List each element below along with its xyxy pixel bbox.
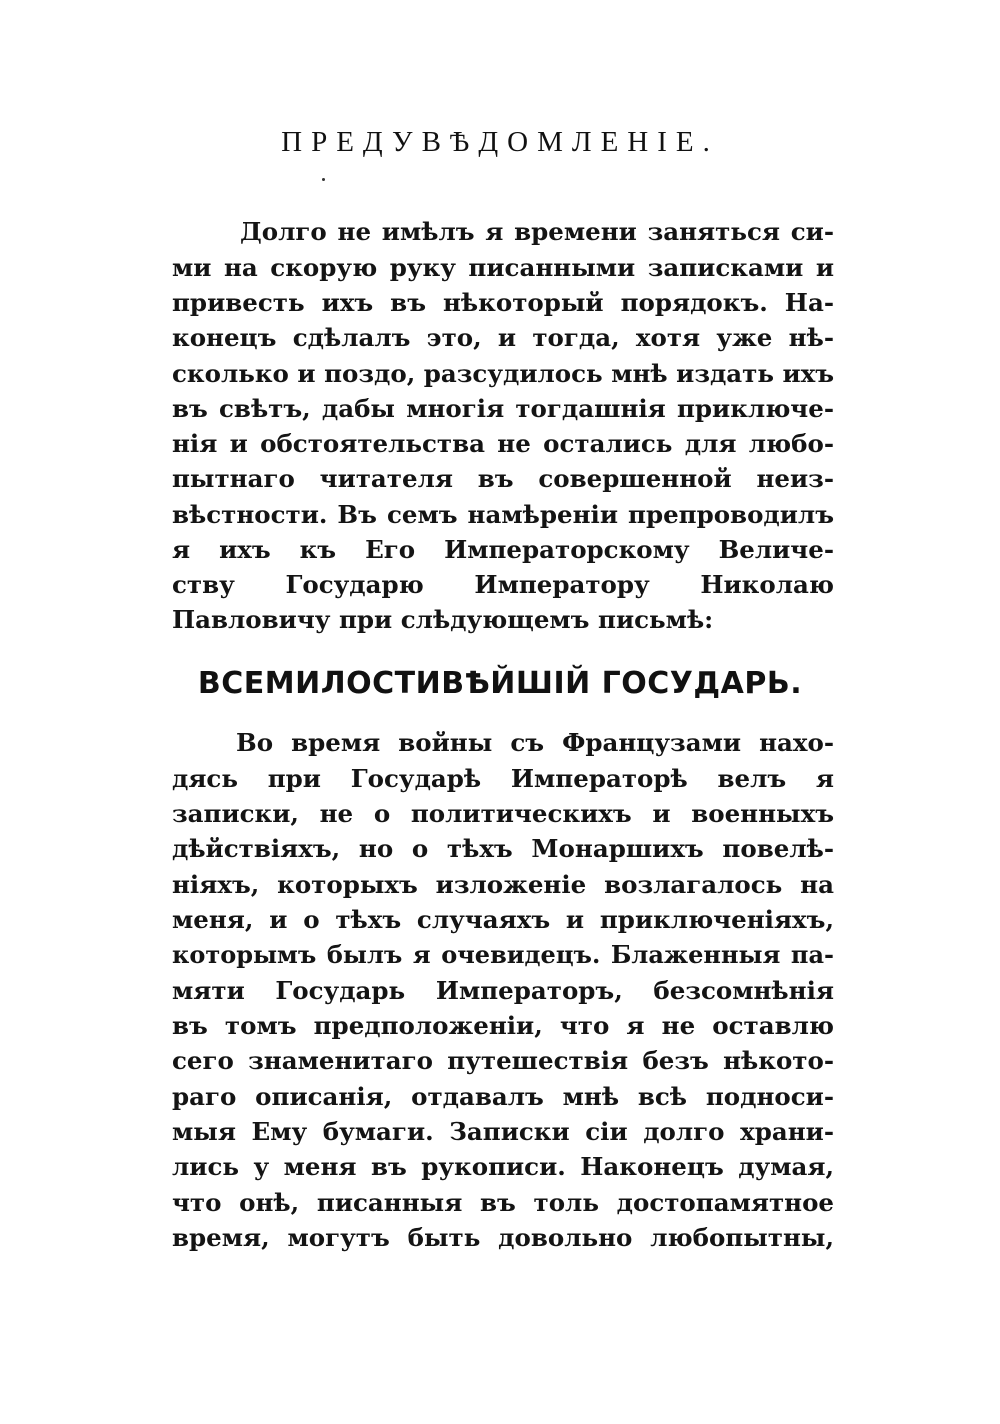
paragraph-2-line-1: Во время войны съ Французами нахо-	[236, 728, 834, 757]
page-title: ПРЕДУВѢДОМЛЕНІЕ.	[281, 126, 719, 158]
paragraph-1-line-8: пытнаго читателя въ совершенной неиз-	[172, 464, 834, 493]
paragraph-2-line-10: сего знаменитаго путешествія безъ нѣкото-	[172, 1046, 834, 1075]
paragraph-1-line-2: ми на скорую руку писанными записками и	[172, 253, 834, 282]
paragraph-2-line-6: меня, и о тѣхъ случаяхъ и приключеніяхъ,	[172, 905, 834, 934]
paragraph-2-line-13: лись у меня въ рукописи. Наконецъ думая,	[172, 1152, 834, 1181]
print-speck	[322, 178, 325, 181]
paragraph-2-line-7: которымъ былъ я очевидецъ. Блаженныя па-	[172, 940, 834, 969]
paragraph-1-line-5: сколько и поздо, разсудилось мнѣ издать ихъ	[172, 359, 835, 388]
paragraph-2-line-5: ніяхъ, которыхъ изложеніе возлагалось на	[172, 870, 834, 899]
paragraph-2-line-12: мыя Ему бумаги. Записки сіи долго храни-	[172, 1117, 834, 1146]
paragraph-2-line-8: мяти Государь Императоръ, безсомнѣнія	[172, 976, 834, 1005]
paragraph-2-line-4: дѣйствіяхъ, но о тѣхъ Монаршихъ повелѣ-	[172, 834, 834, 863]
paragraph-2-line-11: раго описанія, отдавалъ мнѣ всѣ подноси-	[172, 1082, 834, 1111]
paragraph-1-line-9: вѣстности. Въ семъ намѣреніи препроводилъ	[172, 500, 834, 529]
paragraph-1-line-11: ству Государю Императору Николаю	[172, 570, 834, 599]
paragraph-2-line-2: дясь при Государѣ Императорѣ велъ я	[172, 764, 834, 793]
paragraph-2-line-15: время, могутъ быть довольно любопытны,	[172, 1223, 834, 1252]
paragraph-1-line-7: нія и обстоятельства не остались для любо-	[172, 429, 834, 458]
paragraph-1-line-4: конецъ сдѣлалъ это, и тогда, хотя уже нѣ-	[172, 323, 834, 352]
paragraph-1-line-6: въ свѣтъ, дабы многія тогдашнія приключе-	[172, 394, 834, 423]
paragraph-1-line-10: я ихъ къ Его Императорскому Величе-	[172, 535, 834, 564]
paragraph-1-line-1: Долго не имѣлъ я времени заняться си-	[240, 217, 834, 246]
paragraph-1-line-12: Павловичу при слѣдующемъ письмѣ:	[172, 605, 714, 634]
letter-salutation: ВСЕМИЛОСТИВѢЙШІЙ ГОСУДАРЬ.	[197, 666, 803, 701]
paragraph-2-line-9: въ томъ предположеніи, что я не оставлю	[172, 1011, 834, 1040]
paragraph-2-line-3: записки, не о политическихъ и военныхъ	[172, 799, 834, 828]
paragraph-2-line-14: что онѣ, писанныя въ толь достопамятное	[172, 1188, 834, 1217]
paragraph-1-line-3: привесть ихъ въ нѣкоторый порядокъ. На-	[172, 288, 834, 317]
